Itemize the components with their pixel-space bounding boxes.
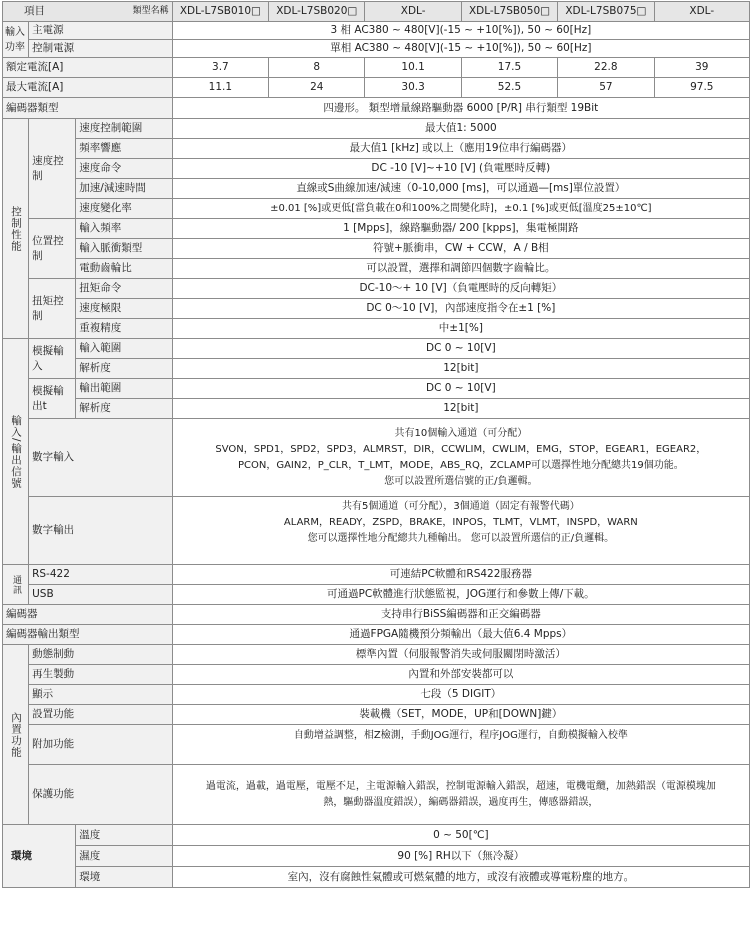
env-sub-value: 0 ~ 50[℃] [172, 825, 749, 846]
analog-in-label: 模擬輸入 [29, 339, 76, 379]
env-sub-value: 90 [%] RH以下（無冷凝） [172, 846, 749, 867]
position-sub-value: 可以設置，選擇和調節四個數字齒輪比。 [172, 259, 749, 279]
max-current-value: 30.3 [365, 78, 461, 98]
env-row [3, 825, 750, 846]
max-current-row [3, 78, 750, 98]
digital-in-row [3, 419, 750, 497]
model-col-4: XDL-L7SB050□ [461, 2, 557, 22]
builtin-row [3, 665, 750, 685]
speed-sub-value: ±0.01 [%]或更低[當負載在0和100%之間變化時]，±0.1 [%]或更低[溫度25±10℃] [172, 199, 749, 219]
digital-out-line: 共有5個通道（可分配），3個通道（固定有報警代碼） [341, 501, 580, 512]
speed-sub-value: 直線或S曲線加速/減速（0-10,000 [ms]，可以通過—[ms]單位設置） [172, 179, 749, 199]
header-row [3, 2, 750, 22]
torque-sub-label: 重複精度 [76, 319, 172, 339]
analog-in-sub-label: 解析度 [76, 359, 172, 379]
speed-row [3, 139, 750, 159]
position-sub-label: 電動齒輪比 [76, 259, 172, 279]
protection-line: 過電流，過載，過電壓，電壓不足，主電源輸入錯誤，控制電源輸入錯誤，超速，電機電纜，加熱錯誤（電源模塊加 [205, 780, 716, 792]
power-control-row [3, 40, 750, 58]
protection-value [172, 765, 749, 825]
model-col-3: XDL- [365, 2, 461, 22]
max-current-value: 52.5 [461, 78, 557, 98]
encoder-type-row [3, 98, 750, 119]
rated-current-label: 額定電流[A] [3, 58, 173, 78]
digital-out-line: 您可以選擇性地分配總共九種輸出。 您可以設置所選信的正/負邏輯。 [307, 533, 615, 544]
rated-current-value: 10.1 [365, 58, 461, 78]
digital-out-value [172, 497, 749, 565]
power-main-value: 3 相 AC380 ~ 480[V](-15 ~ +10[%]), 50 ~ 60[Hz] [172, 22, 749, 40]
builtin-row [3, 645, 750, 665]
protection-label: 保護功能 [29, 765, 173, 825]
digital-in-line: 您可以設置所選信號的正/負邏輯。 [384, 475, 538, 487]
digital-out-row [3, 497, 750, 565]
power-main-row [3, 22, 750, 40]
analog-out-row [3, 379, 750, 399]
builtin-sub-value: 內置和外部安裝都可以 [172, 665, 749, 685]
digital-out-line: ALARM，READY，ZSPD，BRAKE，INPOS，TLMT，VLMT，INSPD，WARN [283, 517, 638, 528]
position-row [3, 259, 750, 279]
encoder-type-value: 四邊形。 類型增量線路驅動器 6000 [P/R] 串行類型 19Bit [172, 98, 749, 119]
torque-row [3, 279, 750, 299]
builtin-sub-label: 顯示 [29, 685, 173, 705]
builtin-sub-label: 動態制動 [29, 645, 173, 665]
comm-sub-label: USB [29, 585, 173, 605]
comm-sub-value: 可通過PC軟體進行狀態監視，JOG運行和參數上傳/下載。 [172, 585, 749, 605]
torque-sub-label: 扭矩命令 [76, 279, 172, 299]
max-current-value: 24 [269, 78, 365, 98]
digital-in-line: 共有10個輸入通道（可分配） [394, 427, 528, 439]
protection-line: 熱，驅動器溫度錯誤），編碼器錯誤，過度再生，傳感器錯誤， [323, 796, 599, 808]
io-group-label: 輸入/輸出信號 [3, 339, 29, 565]
comm-group-label: 通訊 [3, 565, 29, 605]
control-group-label: 控制性能 [3, 119, 29, 339]
max-current-value: 97.5 [654, 78, 749, 98]
rated-current-value: 22.8 [558, 58, 654, 78]
comm-row [3, 585, 750, 605]
rated-current-value: 17.5 [461, 58, 557, 78]
rated-current-value: 8 [269, 58, 365, 78]
comm-sub-value: 可連結PC軟體和RS422服務器 [172, 565, 749, 585]
comm-sub-label: RS-422 [29, 565, 173, 585]
position-sub-value: 1 [Mpps]，線路驅動器/ 200 [kpps]，集電極開路 [172, 219, 749, 239]
analog-out-sub-label: 輸出範圍 [76, 379, 172, 399]
encoder-row [3, 605, 750, 625]
builtin-sub-value: 裝載機（SET，MODE，UP和[DOWN]鍵） [172, 705, 749, 725]
torque-row [3, 299, 750, 319]
speed-sub-label: 速度控制範圍 [76, 119, 172, 139]
builtin-sub-label: 設置功能 [29, 705, 173, 725]
builtin-group-label: 內置功能 [3, 645, 29, 825]
analog-out-sub-value: DC 0 ~ 10[V] [172, 379, 749, 399]
env-sub-label: 環境 [76, 867, 172, 888]
torque-group-label: 扭矩控制 [29, 279, 76, 339]
position-group-label: 位置控制 [29, 219, 76, 279]
header-model-name: 類型名稱 [132, 6, 169, 16]
speed-sub-label: 頻率響應 [76, 139, 172, 159]
position-sub-value: 符號+脈衝串，CW + CCW，A / B相 [172, 239, 749, 259]
model-col-1: XDL-L7SB010□ [172, 2, 268, 22]
analog-in-row [3, 359, 750, 379]
analog-in-sub-label: 輸入範圍 [76, 339, 172, 359]
torque-row [3, 319, 750, 339]
power-main-label: 主電源 [29, 22, 173, 40]
power-label: 輸入功率 [3, 22, 29, 58]
builtin-row [3, 685, 750, 705]
torque-sub-value: DC 0～10 [V]，內部速度指令在±1 [%] [172, 299, 749, 319]
encoder-value: 支持串行BiSS編碼器和正交編碼器 [172, 605, 749, 625]
position-row [3, 219, 750, 239]
speed-sub-value: DC -10 [V]~+10 [V] (負電壓時反轉) [172, 159, 749, 179]
comm-row [3, 565, 750, 585]
header-item: 項目 [24, 5, 45, 17]
torque-sub-value: DC-10～+ 10 [V]（負電壓時的反向轉矩） [172, 279, 749, 299]
position-sub-label: 輸入脈衝類型 [76, 239, 172, 259]
analog-in-row [3, 339, 750, 359]
model-col-6: XDL- [654, 2, 749, 22]
builtin-row [3, 725, 750, 765]
max-current-value: 11.1 [172, 78, 268, 98]
rated-current-row [3, 58, 750, 78]
speed-row [3, 159, 750, 179]
max-current-label: 最大電流[A] [3, 78, 173, 98]
speed-row [3, 179, 750, 199]
env-group-label: 環境 [3, 825, 76, 888]
speed-sub-label: 速度變化率 [76, 199, 172, 219]
env-sub-label: 溫度 [76, 825, 172, 846]
header-label-cell [3, 2, 173, 22]
encoder-output-row [3, 625, 750, 645]
encoder-output-label: 編碼器輸出類型 [3, 625, 173, 645]
speed-row [3, 199, 750, 219]
analog-in-sub-value: DC 0 ~ 10[V] [172, 339, 749, 359]
protection-row [3, 765, 750, 825]
speed-sub-label: 速度命令 [76, 159, 172, 179]
position-row [3, 239, 750, 259]
rated-current-value: 3.7 [172, 58, 268, 78]
model-col-5: XDL-L7SB075□ [558, 2, 654, 22]
builtin-sub-value: 標準內置（伺服報警消失或伺服關閉時激活） [172, 645, 749, 665]
power-control-label: 控制電源 [29, 40, 173, 58]
analog-out-label: 模擬輸出t [29, 379, 76, 419]
position-sub-label: 輸入頻率 [76, 219, 172, 239]
speed-sub-value: 最大值1: 5000 [172, 119, 749, 139]
encoder-label: 編碼器 [3, 605, 173, 625]
digital-in-label: 數字輸入 [29, 419, 173, 497]
speed-row [3, 119, 750, 139]
builtin-sub-value: 自動增益調整，相Z檢測，手動JOG運行，程序JOG運行，自動模擬輸入校準 [172, 725, 749, 765]
encoder-type-label: 編碼器類型 [3, 98, 173, 119]
env-sub-label: 濕度 [76, 846, 172, 867]
torque-sub-value: 中±1[%] [172, 319, 749, 339]
speed-sub-label: 加速/減速時間 [76, 179, 172, 199]
digital-out-label: 數字輸出 [29, 497, 173, 565]
speed-group-label: 速度控制 [29, 119, 76, 219]
analog-out-sub-value: 12[bit] [172, 399, 749, 419]
rated-current-value: 39 [654, 58, 749, 78]
power-control-value: 單相 AC380 ~ 480[V](-15 ~ +10[%]), 50 ~ 60[Hz] [172, 40, 749, 58]
spec-table [2, 1, 750, 888]
env-row [3, 867, 750, 888]
model-col-2: XDL-L7SB020□ [269, 2, 365, 22]
speed-sub-value: 最大值1 [kHz] 或以上（應用19位串行編碼器） [172, 139, 749, 159]
max-current-value: 57 [558, 78, 654, 98]
digital-in-line: PCON，GAIN2，P_CLR，T_LMT，MODE，ABS_RQ，ZCLAMP可以選擇性地分配總共19個功能。 [237, 459, 684, 471]
builtin-sub-value: 七段（5 DIGIT） [172, 685, 749, 705]
builtin-sub-label: 附加功能 [29, 725, 173, 765]
builtin-row [3, 705, 750, 725]
analog-out-row [3, 399, 750, 419]
env-sub-value: 室內，沒有腐蝕性氣體或可燃氣體的地方，或沒有液體或導電粉塵的地方。 [172, 867, 749, 888]
digital-in-line: SVON，SPD1，SPD2，SPD3，ALMRST，DIR，CCWLIM，CWLIM，EMG，STOP，EGEAR1，EGEAR2， [215, 443, 707, 455]
builtin-sub-label: 再生製動 [29, 665, 173, 685]
analog-in-sub-value: 12[bit] [172, 359, 749, 379]
encoder-output-value: 通過FPGA隨機預分頻輸出（最大值6.4 Mpps） [172, 625, 749, 645]
digital-in-value [172, 419, 749, 497]
env-row [3, 846, 750, 867]
torque-sub-label: 速度極限 [76, 299, 172, 319]
analog-out-sub-label: 解析度 [76, 399, 172, 419]
